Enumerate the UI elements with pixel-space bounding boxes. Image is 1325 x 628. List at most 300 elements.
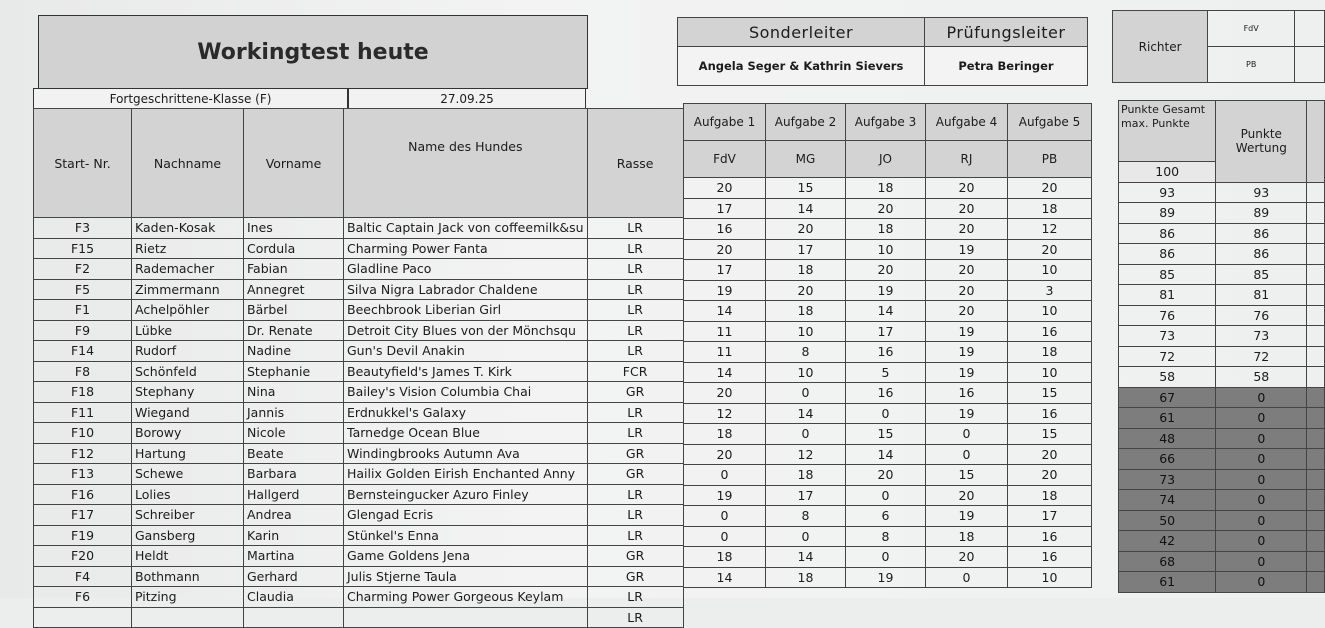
cell-last: Hartung: [132, 443, 244, 464]
cell-start: F3: [34, 218, 132, 239]
cell-first: Hallgerd: [244, 484, 344, 505]
cell-task-1: 17: [684, 260, 766, 281]
table-row: [34, 587, 684, 608]
cell-first: Jannis: [244, 402, 344, 423]
cell-task-1: 14: [684, 362, 766, 383]
task-row: [684, 301, 1092, 322]
cell-total: 73: [1119, 326, 1216, 347]
cell-task-3: 14: [846, 444, 926, 465]
cell-task-5: 15: [1008, 383, 1092, 404]
cell-first: Karin: [244, 525, 344, 546]
cell-dog: Gladline Paco: [344, 259, 588, 280]
cell-start: F19: [34, 525, 132, 546]
table-row: [34, 300, 684, 321]
cell-dog: Glengad Ecris: [344, 505, 588, 526]
cell-dog: Detroit City Blues von der Mönchsqu: [344, 320, 588, 341]
cell-rating: 0: [1216, 490, 1307, 511]
cell-task-1: 11: [684, 321, 766, 342]
cell-start: F4: [34, 566, 132, 587]
cell-task-3: 17: [846, 321, 926, 342]
cell-start: F11: [34, 402, 132, 423]
cell-breed: LR: [587, 587, 683, 608]
cell-start: F18: [34, 382, 132, 403]
cell-task-1: 18: [684, 547, 766, 568]
cell-last: Schönfeld: [132, 361, 244, 382]
page-title: Workingtest heute: [38, 15, 588, 89]
cell-task-2: 18: [766, 301, 846, 322]
cell-first: Claudia: [244, 587, 344, 608]
cell-dog: Tarnedge Ocean Blue: [344, 423, 588, 444]
cell-task-1: 16: [684, 219, 766, 240]
cell-start: F10: [34, 423, 132, 444]
cell-start: F8: [34, 361, 132, 382]
task-row: [684, 485, 1092, 506]
cell-rating: 0: [1216, 572, 1307, 593]
cell-dog: Beautyfield's James T. Kirk: [344, 361, 588, 382]
cell-rating: 0: [1216, 408, 1307, 429]
cell-task-3: 0: [846, 403, 926, 424]
task-code-4: RJ: [926, 141, 1008, 178]
cell-task-3: 20: [846, 198, 926, 219]
cell-start: F2: [34, 259, 132, 280]
cell-breed: LR: [587, 484, 683, 505]
cell-last: Rietz: [132, 238, 244, 259]
cell-start: F5: [34, 279, 132, 300]
cell-rating: 0: [1216, 387, 1307, 408]
table-row: [34, 402, 684, 423]
task-row: [684, 403, 1092, 424]
cell-start: F16: [34, 484, 132, 505]
cell-task-4: 20: [926, 485, 1008, 506]
cell-task-5: 16: [1008, 321, 1092, 342]
cell-task-2: 18: [766, 260, 846, 281]
task-row: [684, 567, 1092, 588]
cell-task-5: 18: [1008, 198, 1092, 219]
cell-last: Schreiber: [132, 505, 244, 526]
cell-task-4: 20: [926, 280, 1008, 301]
cell-task-1: 14: [684, 567, 766, 588]
table-row: [34, 525, 684, 546]
task-code-2: MG: [766, 141, 846, 178]
cell-task-4: 19: [926, 321, 1008, 342]
cell-total: 74: [1119, 490, 1216, 511]
cell-rating: 72: [1216, 346, 1307, 367]
task-header-5: Aufgabe 5: [1008, 104, 1092, 141]
cell-start: F12: [34, 443, 132, 464]
cell-task-4: 0: [926, 424, 1008, 445]
cell-first: Barbara: [244, 464, 344, 485]
points-row: [1119, 326, 1325, 347]
points-row: [1119, 264, 1325, 285]
tasks-table: [683, 103, 1092, 588]
task-row: [684, 198, 1092, 219]
cell-breed: LR: [587, 607, 683, 628]
points-row: [1119, 510, 1325, 531]
cell-task-5: 20: [1008, 239, 1092, 260]
cell-last: Schewe: [132, 464, 244, 485]
cell-last: Rudorf: [132, 341, 244, 362]
task-row: [684, 260, 1092, 281]
points-row: [1119, 469, 1325, 490]
cell-first: Bärbel: [244, 300, 344, 321]
cell-last: Kaden-Kosak: [132, 218, 244, 239]
task-code-1: FdV: [684, 141, 766, 178]
table-row: [34, 484, 684, 505]
cell-task-2: 17: [766, 485, 846, 506]
cell-task-3: 18: [846, 219, 926, 240]
table-row: [34, 341, 684, 362]
cell-task-4: 19: [926, 403, 1008, 424]
cell-breed: LR: [587, 300, 683, 321]
cell-rating: 86: [1216, 244, 1307, 265]
cell-rating: 89: [1216, 203, 1307, 224]
cell-first: Martina: [244, 546, 344, 567]
cell-rating: 93: [1216, 182, 1307, 203]
cell-breed: LR: [587, 402, 683, 423]
task-row: [684, 383, 1092, 404]
task-row: [684, 465, 1092, 486]
points-row: [1119, 408, 1325, 429]
cell-task-4: 18: [926, 526, 1008, 547]
cell-breed: GR: [587, 443, 683, 464]
cell-start: F14: [34, 341, 132, 362]
cell-task-3: 16: [846, 342, 926, 363]
cell-task-5: 10: [1008, 362, 1092, 383]
cell-task-4: 15: [926, 465, 1008, 486]
cell-task-2: 0: [766, 383, 846, 404]
cell-dog: [344, 607, 588, 628]
cell-dog: Erdnukkel's Galaxy: [344, 402, 588, 423]
cell-task-1: 20: [684, 239, 766, 260]
special-leader-names: Angela Seger & Kathrin Sievers: [678, 47, 925, 86]
points-row: [1119, 387, 1325, 408]
cell-dog: Game Goldens Jena: [344, 546, 588, 567]
table-row: [34, 238, 684, 259]
cell-task-3: 20: [846, 465, 926, 486]
table-row: [34, 443, 684, 464]
task-code-3: JO: [846, 141, 926, 178]
cell-first: Nadine: [244, 341, 344, 362]
table-row: [34, 382, 684, 403]
cell-total: 72: [1119, 346, 1216, 367]
cell-total: 85: [1119, 264, 1216, 285]
cell-total: 68: [1119, 551, 1216, 572]
cell-task-5: 20: [1008, 465, 1092, 486]
cell-breed: LR: [587, 238, 683, 259]
cell-last: Borowy: [132, 423, 244, 444]
points-row: [1119, 531, 1325, 552]
cell-last: Bothmann: [132, 566, 244, 587]
cell-breed: LR: [587, 525, 683, 546]
cell-last: Rademacher: [132, 259, 244, 280]
cell-task-5: 18: [1008, 342, 1092, 363]
col-lastname: Nachname: [132, 109, 244, 218]
cell-start: F15: [34, 238, 132, 259]
points-row: [1119, 223, 1325, 244]
cell-task-4: 20: [926, 219, 1008, 240]
cell-task-5: 20: [1008, 444, 1092, 465]
cell-task-1: 19: [684, 485, 766, 506]
task-row: [684, 506, 1092, 527]
cell-total: 58: [1119, 367, 1216, 388]
exam-leader-label: Prüfungsleiter: [925, 18, 1088, 47]
cell-task-5: 17: [1008, 506, 1092, 527]
cell-total: 76: [1119, 305, 1216, 326]
cell-rating: 73: [1216, 326, 1307, 347]
cell-task-3: 5: [846, 362, 926, 383]
cell-task-4: 20: [926, 547, 1008, 568]
points-table: [1118, 100, 1325, 593]
cell-last: Gansberg: [132, 525, 244, 546]
cell-breed: LR: [587, 320, 683, 341]
cell-dog: Stünkel's Enna: [344, 525, 588, 546]
cell-last: Pitzing: [132, 587, 244, 608]
cell-task-5: 18: [1008, 485, 1092, 506]
cell-task-5: 15: [1008, 424, 1092, 445]
cell-rating: 58: [1216, 367, 1307, 388]
cell-task-4: 20: [926, 198, 1008, 219]
cell-first: Ines: [244, 218, 344, 239]
table-row: [34, 320, 684, 341]
cell-dog: Beechbrook Liberian Girl: [344, 300, 588, 321]
cell-first: Nicole: [244, 423, 344, 444]
cell-rating: 85: [1216, 264, 1307, 285]
cell-dog: Gun's Devil Anakin: [344, 341, 588, 362]
cell-breed: LR: [587, 341, 683, 362]
cell-task-2: 18: [766, 567, 846, 588]
cell-task-4: 0: [926, 444, 1008, 465]
cell-total: 42: [1119, 531, 1216, 552]
task-header-3: Aufgabe 3: [846, 104, 926, 141]
cell-task-2: 8: [766, 342, 846, 363]
cell-total: 86: [1119, 244, 1216, 265]
cell-start: F13: [34, 464, 132, 485]
cell-last: Lolies: [132, 484, 244, 505]
cell-first: Cordula: [244, 238, 344, 259]
cell-last: Heldt: [132, 546, 244, 567]
cell-task-2: 14: [766, 198, 846, 219]
cell-rating: 81: [1216, 285, 1307, 306]
cell-dog: Bernsteingucker Azuro Finley: [344, 484, 588, 505]
cell-rating: 0: [1216, 531, 1307, 552]
cell-dog: Julis Stjerne Taula: [344, 566, 588, 587]
cell-dog: Silva Nigra Labrador Chaldene: [344, 279, 588, 300]
col-firstname: Vorname: [244, 109, 344, 218]
task-row: [684, 547, 1092, 568]
cell-first: Dr. Renate: [244, 320, 344, 341]
cell-total: 50: [1119, 510, 1216, 531]
cell-task-5: 10: [1008, 301, 1092, 322]
cell-breed: GR: [587, 464, 683, 485]
cell-task-3: 10: [846, 239, 926, 260]
cell-last: Stephany: [132, 382, 244, 403]
task-header-2: Aufgabe 2: [766, 104, 846, 141]
cell-task-1: 18: [684, 424, 766, 445]
cell-rating: 0: [1216, 428, 1307, 449]
cell-total: 67: [1119, 387, 1216, 408]
cell-task-5: 12: [1008, 219, 1092, 240]
cell-task-1: 17: [684, 198, 766, 219]
cell-breed: FCR: [587, 361, 683, 382]
cell-task-2: 20: [766, 280, 846, 301]
judge-row-2: PB: [1208, 47, 1295, 83]
cell-first: [244, 607, 344, 628]
points-row: [1119, 449, 1325, 470]
cell-task-1: 0: [684, 526, 766, 547]
judges-table: [1112, 10, 1325, 83]
date-label: 27.09.25: [348, 88, 586, 110]
cell-task-4: 20: [926, 301, 1008, 322]
judge-row-1: FdV: [1208, 11, 1295, 47]
cell-task-2: 12: [766, 444, 846, 465]
points-row: [1119, 346, 1325, 367]
cell-breed: GR: [587, 546, 683, 567]
cell-task-5: 3: [1008, 280, 1092, 301]
cell-task-2: 0: [766, 526, 846, 547]
cell-breed: LR: [587, 423, 683, 444]
cell-total: 61: [1119, 408, 1216, 429]
cell-start: F17: [34, 505, 132, 526]
task-row: [684, 526, 1092, 547]
task-row: [684, 219, 1092, 240]
table-row: [34, 464, 684, 485]
cell-task-1: 0: [684, 506, 766, 527]
cell-start: F6: [34, 587, 132, 608]
cell-task-1: 0: [684, 465, 766, 486]
points-row: [1119, 182, 1325, 203]
cell-task-3: 6: [846, 506, 926, 527]
cell-task-1: 12: [684, 403, 766, 424]
cell-task-4: 19: [926, 506, 1008, 527]
task-header-1: Aufgabe 1: [684, 104, 766, 141]
task-row: [684, 362, 1092, 383]
class-label: Fortgeschrittene-Klasse (F): [33, 88, 348, 110]
cell-rating: 0: [1216, 510, 1307, 531]
cell-task-3: 0: [846, 485, 926, 506]
points-row: [1119, 285, 1325, 306]
cell-task-3: 14: [846, 301, 926, 322]
cell-task-2: 20: [766, 219, 846, 240]
table-row: [34, 279, 684, 300]
cell-task-2: 14: [766, 547, 846, 568]
points-row: [1119, 305, 1325, 326]
cell-task-4: 20: [926, 260, 1008, 281]
cell-rating: 0: [1216, 449, 1307, 470]
cell-dog: Baltic Captain Jack von coffeemilk&su: [344, 218, 588, 239]
cell-total: 61: [1119, 572, 1216, 593]
cell-breed: GR: [587, 382, 683, 403]
task-row: [684, 280, 1092, 301]
participants-table: [33, 108, 684, 628]
table-row: [34, 566, 684, 587]
special-leader-label: Sonderleiter: [678, 18, 925, 47]
cell-total: 73: [1119, 469, 1216, 490]
task-header-4: Aufgabe 4: [926, 104, 1008, 141]
cell-task-5: 20: [1008, 178, 1092, 199]
cell-rating: 76: [1216, 305, 1307, 326]
cell-last: Zimmermann: [132, 279, 244, 300]
cell-task-2: 18: [766, 465, 846, 486]
cell-total: 89: [1119, 203, 1216, 224]
task-row: [684, 178, 1092, 199]
cell-task-2: 10: [766, 321, 846, 342]
cell-start: F20: [34, 546, 132, 567]
cell-total: 66: [1119, 449, 1216, 470]
cell-task-3: 19: [846, 280, 926, 301]
cell-task-4: 19: [926, 342, 1008, 363]
cell-task-3: 16: [846, 383, 926, 404]
cell-start: F9: [34, 320, 132, 341]
cell-task-3: 18: [846, 178, 926, 199]
cell-task-4: 19: [926, 362, 1008, 383]
cell-start: F1: [34, 300, 132, 321]
cell-last: Wiegand: [132, 402, 244, 423]
points-row: [1119, 367, 1325, 388]
cell-total: 86: [1119, 223, 1216, 244]
cell-task-1: 11: [684, 342, 766, 363]
task-row: [684, 444, 1092, 465]
cell-task-1: 14: [684, 301, 766, 322]
points-row: [1119, 490, 1325, 511]
cell-task-3: 0: [846, 547, 926, 568]
cell-breed: LR: [587, 279, 683, 300]
table-row: [34, 505, 684, 526]
cell-task-2: 8: [766, 506, 846, 527]
cell-task-5: 10: [1008, 260, 1092, 281]
cell-breed: GR: [587, 566, 683, 587]
cell-rating: 0: [1216, 469, 1307, 490]
cell-dog: Hailix Golden Eirish Enchanted Anny: [344, 464, 588, 485]
cell-task-2: 14: [766, 403, 846, 424]
cell-task-1: 20: [684, 444, 766, 465]
cell-task-4: 19: [926, 239, 1008, 260]
col-start: Start- Nr.: [34, 109, 132, 218]
cell-rating: 86: [1216, 223, 1307, 244]
table-row: [34, 546, 684, 567]
col-total: Punkte Gesamt max. Punkte: [1119, 101, 1216, 162]
points-row: [1119, 551, 1325, 572]
cell-task-3: 8: [846, 526, 926, 547]
cell-last: [132, 607, 244, 628]
cell-total: 93: [1119, 182, 1216, 203]
cell-dog: Windingbrooks Autumn Ava: [344, 443, 588, 464]
cell-dog: Charming Power Gorgeous Keylam: [344, 587, 588, 608]
cell-breed: LR: [587, 218, 683, 239]
cell-task-4: 20: [926, 178, 1008, 199]
cell-task-4: 0: [926, 567, 1008, 588]
exam-leader-name: Petra Beringer: [925, 47, 1088, 86]
cell-last: Achelpöhler: [132, 300, 244, 321]
cell-dog: Charming Power Fanta: [344, 238, 588, 259]
cell-first: Andrea: [244, 505, 344, 526]
points-row: [1119, 203, 1325, 224]
cell-breed: LR: [587, 505, 683, 526]
cell-task-3: 19: [846, 567, 926, 588]
task-row: [684, 239, 1092, 260]
cell-first: Beate: [244, 443, 344, 464]
officials-table: [677, 17, 1088, 86]
cell-task-2: 17: [766, 239, 846, 260]
cell-task-5: 16: [1008, 547, 1092, 568]
cell-task-1: 19: [684, 280, 766, 301]
total-max: 100: [1119, 162, 1216, 183]
cell-task-2: 15: [766, 178, 846, 199]
col-breed: Rasse: [587, 109, 683, 218]
cell-first: Gerhard: [244, 566, 344, 587]
cell-task-3: 15: [846, 424, 926, 445]
cell-task-5: 10: [1008, 567, 1092, 588]
cell-task-2: 10: [766, 362, 846, 383]
